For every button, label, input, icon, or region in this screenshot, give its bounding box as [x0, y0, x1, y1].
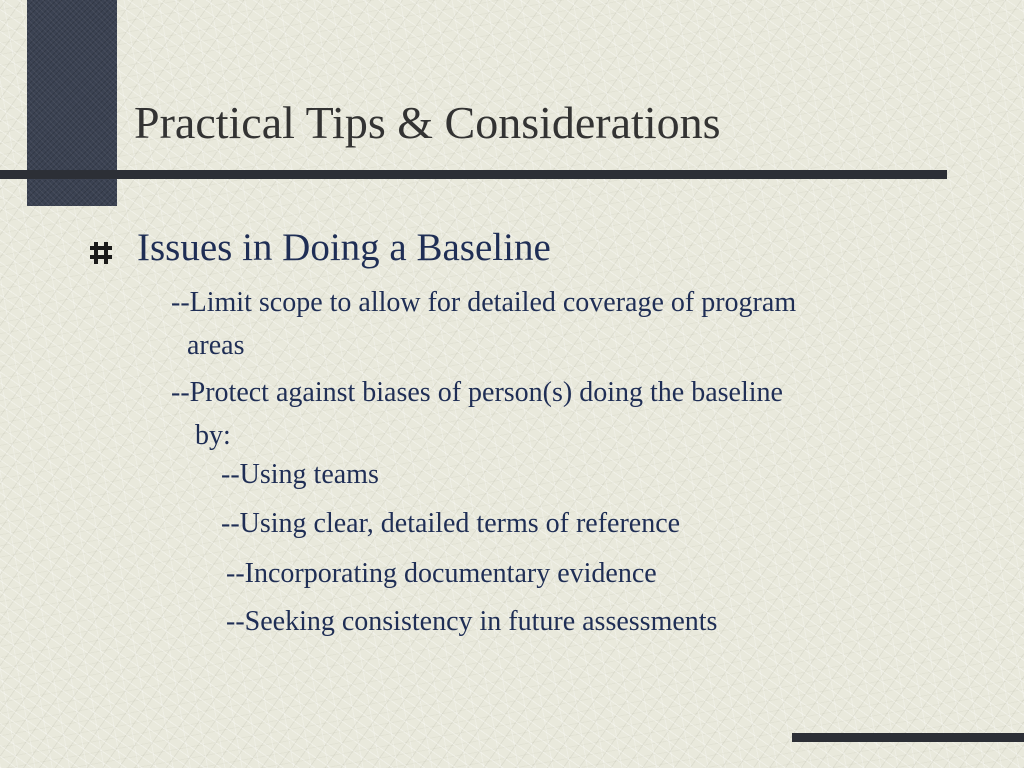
sub-item-protect-biases: --Protect against biases of person(s) doing the baseline: [171, 377, 783, 408]
sub-item-using-teams: --Using teams: [221, 459, 379, 490]
sub-item-documentary-evidence: --Incorporating documentary evidence: [226, 558, 657, 589]
bullet-text-issues: Issues in Doing a Baseline: [137, 226, 551, 269]
title-divider-rule: [0, 170, 947, 179]
sub-item-terms-of-reference: --Using clear, detailed terms of reference: [221, 508, 681, 539]
hash-bullet-icon: [89, 240, 115, 266]
sub-item-limit-scope: --Limit scope to allow for detailed coverage of program: [171, 287, 797, 318]
sub-item-protect-biases-cont: by:: [195, 420, 231, 451]
sub-item-limit-scope-cont: areas: [187, 330, 245, 361]
bottom-divider-rule: [792, 733, 1024, 742]
slide-title: Practical Tips & Considerations: [134, 97, 721, 148]
sub-item-seeking-consistency: --Seeking consistency in future assessments: [226, 606, 718, 637]
